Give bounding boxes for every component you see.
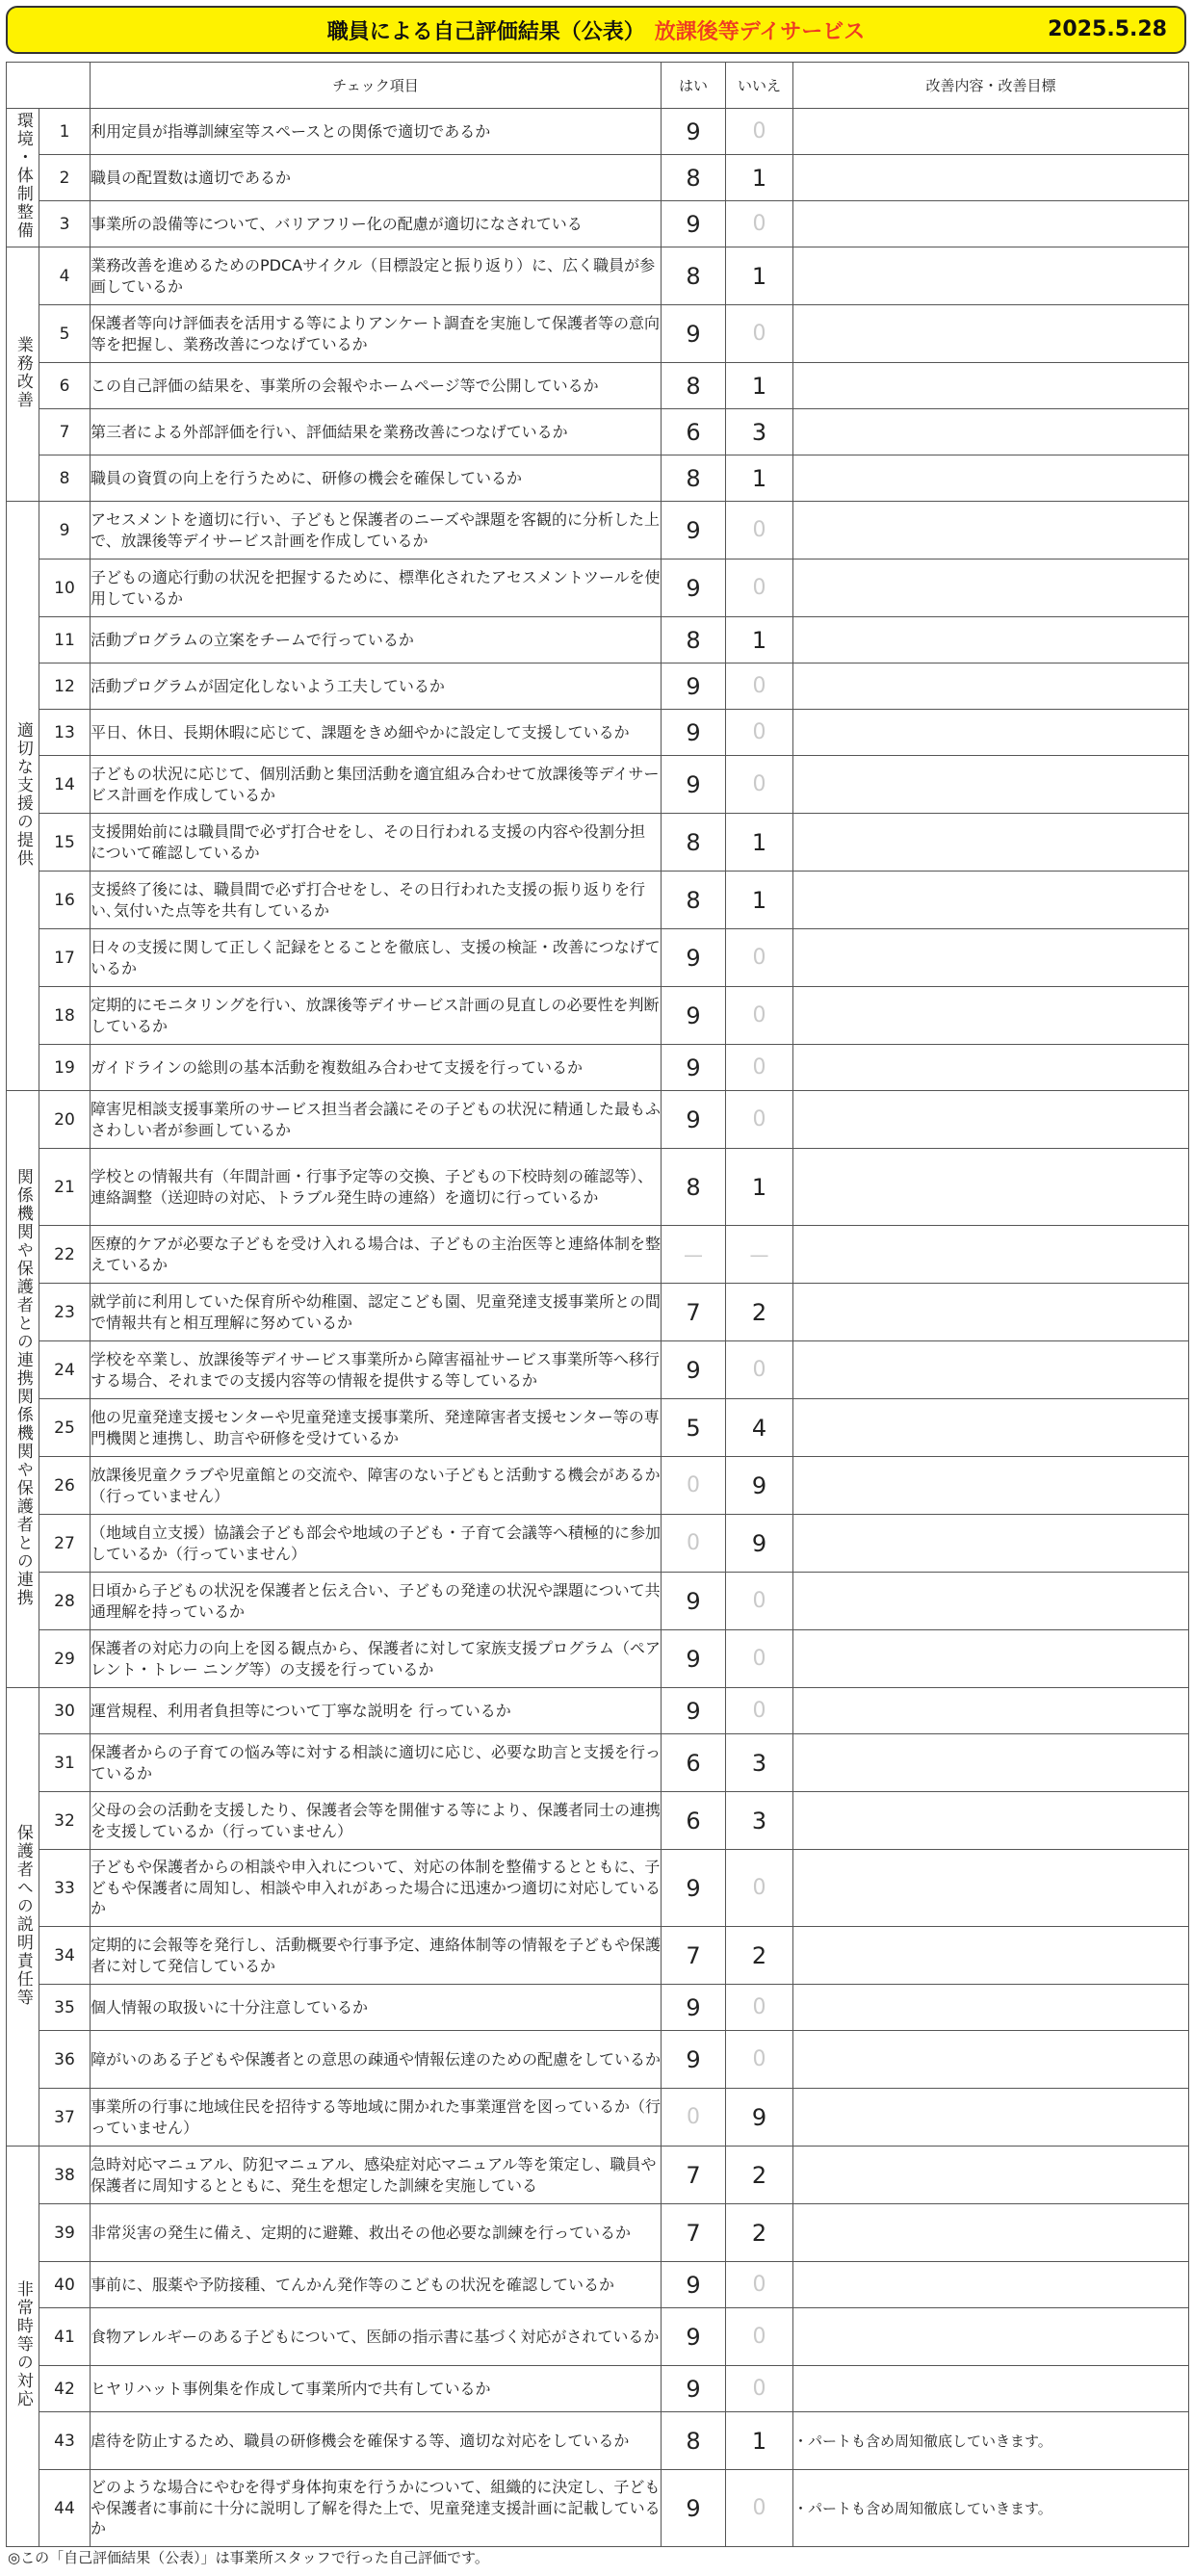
table-row: [7, 2412, 1189, 2470]
check-item-text: この自己評価の結果を、事業所の会報やホームページ等で公開しているか: [91, 363, 662, 409]
yes-count: 9: [662, 201, 726, 247]
page-title: 職員による自己評価結果（公表）: [326, 19, 645, 44]
item-number: 43: [39, 2412, 91, 2470]
no-count: 1: [726, 363, 793, 409]
improvement-note: [793, 2308, 1189, 2366]
improvement-note: [793, 1573, 1189, 1630]
no-count: 0: [726, 2308, 793, 2366]
item-number: 19: [39, 1045, 91, 1091]
check-item-text: 日頃から子どもの状況を保護者と伝え合い、子どもの発達の状況や課題について共通理解を持っているか: [91, 1573, 662, 1630]
no-count: 0: [726, 1045, 793, 1091]
improvement-note: [793, 2031, 1189, 2089]
yes-count: 8: [662, 363, 726, 409]
no-count: 0: [726, 2031, 793, 2089]
check-item-text: 学校を卒業し、放課後等デイサービス事業所から障害福祉サービス事業所等へ移行する場合、それまでの支援内容等の情報を提供する等しているか: [91, 1341, 662, 1399]
no-count: 1: [726, 1149, 793, 1226]
no-count: 4: [726, 1399, 793, 1457]
no-count: 9: [726, 2089, 793, 2147]
report-date: 2025.5.28: [1048, 17, 1167, 41]
improvement-note: [793, 109, 1189, 155]
item-number: 26: [39, 1457, 91, 1515]
table-row: [7, 872, 1189, 929]
improvement-note: [793, 1515, 1189, 1573]
improvement-note: [793, 559, 1189, 617]
improvement-note: [793, 155, 1189, 201]
check-item-text: 就学前に利用していた保育所や幼稚園、認定こども園、児童発達支援事業所との間で情報共有と相互理解に努めているか: [91, 1284, 662, 1341]
table-row: [7, 710, 1189, 756]
yes-count: 8: [662, 155, 726, 201]
yes-count: 7: [662, 1284, 726, 1341]
yes-count: 9: [662, 1688, 726, 1734]
table-row: [7, 109, 1189, 155]
check-item-text: 業務改善を進めるためのPDCAサイクル（目標設定と振り返り）に、広く職員が参画しているか: [91, 247, 662, 305]
no-count: 1: [726, 247, 793, 305]
item-number: 18: [39, 987, 91, 1045]
item-number: 36: [39, 2031, 91, 2089]
header-yes: はい: [662, 63, 726, 109]
no-count: 0: [726, 1573, 793, 1630]
improvement-note: [793, 872, 1189, 929]
item-number: 2: [39, 155, 91, 201]
improvement-note: [793, 363, 1189, 409]
category-label: 関係機関や保護者との連携関係機関や保護者との連携: [13, 1167, 33, 1607]
yes-count: 9: [662, 1573, 726, 1630]
improvement-note: [793, 2089, 1189, 2147]
no-count: 0: [726, 305, 793, 363]
table-row: [7, 2366, 1189, 2412]
improvement-note: [793, 502, 1189, 559]
no-count: 0: [726, 1850, 793, 1927]
yes-count: 9: [662, 987, 726, 1045]
no-count: 0: [726, 201, 793, 247]
improvement-note: [793, 2262, 1189, 2308]
table-row: [7, 502, 1189, 559]
yes-count: 0: [662, 1515, 726, 1573]
table-row: [7, 455, 1189, 502]
yes-count: 6: [662, 1792, 726, 1850]
page-subtitle: 放課後等デイサービス: [654, 19, 866, 44]
check-item-text: 第三者による外部評価を行い、評価結果を業務改善につなげているか: [91, 409, 662, 455]
evaluation-table: [6, 62, 1189, 2547]
item-number: 16: [39, 872, 91, 929]
yes-count: —: [662, 1226, 726, 1284]
no-count: 1: [726, 872, 793, 929]
table-row: [7, 2089, 1189, 2147]
yes-count: 9: [662, 305, 726, 363]
table-row: [7, 1927, 1189, 1985]
yes-count: 5: [662, 1399, 726, 1457]
improvement-note: ・パートも含め周知徹底していきます。: [793, 2412, 1189, 2470]
yes-count: 9: [662, 1850, 726, 1927]
item-number: 29: [39, 1630, 91, 1688]
check-item-text: 父母の会の活動を支援したり、保護者会等を開催する等により、保護者同士の連携を支援しているか（行っていません）: [91, 1792, 662, 1850]
check-item-text: 支援開始前には職員間で必ず打合せをし、その日行われる支援の内容や役割分担について確認しているか: [91, 814, 662, 872]
no-count: 1: [726, 455, 793, 502]
no-count: 2: [726, 2147, 793, 2204]
yes-count: 6: [662, 409, 726, 455]
item-number: 5: [39, 305, 91, 363]
improvement-note: [793, 1927, 1189, 1985]
check-item-text: 日々の支援に関して正しく記録をとることを徹底し、支援の検証・改善につなげているか: [91, 929, 662, 987]
table-row: [7, 1149, 1189, 1226]
item-number: 42: [39, 2366, 91, 2412]
no-count: 3: [726, 1792, 793, 1850]
table-row: [7, 1688, 1189, 1734]
yes-count: 7: [662, 2147, 726, 2204]
table-row: [7, 363, 1189, 409]
item-number: 37: [39, 2089, 91, 2147]
improvement-note: [793, 1792, 1189, 1850]
item-number: 11: [39, 617, 91, 664]
item-number: 40: [39, 2262, 91, 2308]
check-item-text: 障がいのある子どもや保護者との意思の疎通や情報伝達のための配慮をしているか: [91, 2031, 662, 2089]
item-number: 21: [39, 1149, 91, 1226]
table-row: [7, 1341, 1189, 1399]
item-number: 4: [39, 247, 91, 305]
check-item-text: 事業所の行事に地域住民を招待する等地域に開かれた事業運営を図っているか（行っていません）: [91, 2089, 662, 2147]
improvement-note: [793, 1149, 1189, 1226]
table-row: [7, 814, 1189, 872]
item-number: 41: [39, 2308, 91, 2366]
table-row: [7, 2470, 1189, 2547]
category-label: 適切な支援の提供: [13, 720, 33, 868]
no-count: 0: [726, 109, 793, 155]
yes-count: 9: [662, 1985, 726, 2031]
check-item-text: 平日、休日、長期休暇に応じて、課題をきめ細やかに設定して支援しているか: [91, 710, 662, 756]
item-number: 23: [39, 1284, 91, 1341]
no-count: 2: [726, 2204, 793, 2262]
improvement-note: [793, 1457, 1189, 1515]
check-item-text: 保護者からの子育ての悩み等に対する相談に適切に応じ、必要な助言と支援を行っているか: [91, 1734, 662, 1792]
yes-count: 9: [662, 559, 726, 617]
category-cell: [7, 1091, 39, 1688]
no-count: 0: [726, 1341, 793, 1399]
improvement-note: ・パートも含め周知徹底していきます。: [793, 2470, 1189, 2547]
table-row: [7, 2308, 1189, 2366]
table-row: [7, 617, 1189, 664]
yes-count: 9: [662, 929, 726, 987]
check-item-text: ガイドラインの総則の基本活動を複数組み合わせて支援を行っているか: [91, 1045, 662, 1091]
table-row: [7, 2262, 1189, 2308]
table-row: [7, 756, 1189, 814]
improvement-note: [793, 1045, 1189, 1091]
item-number: 34: [39, 1927, 91, 1985]
check-item-text: 放課後児童クラブや児童館との交流や、障害のない子どもと活動する機会があるか（行っていません）: [91, 1457, 662, 1515]
improvement-note: [793, 1284, 1189, 1341]
improvement-note: [793, 2366, 1189, 2412]
check-item-text: 学校との情報共有（年間計画・行事予定等の交換、子どもの下校時刻の確認等）、連絡調整（送迎時の対応、トラブル発生時の連絡）を適切に行っているか: [91, 1149, 662, 1226]
yes-count: 9: [662, 1630, 726, 1688]
improvement-note: [793, 710, 1189, 756]
improvement-note: [793, 814, 1189, 872]
table-row: [7, 664, 1189, 710]
no-count: 2: [726, 1927, 793, 1985]
table-row: [7, 1045, 1189, 1091]
no-count: 0: [726, 1985, 793, 2031]
yes-count: 9: [662, 1091, 726, 1149]
check-item-text: 個人情報の取扱いに十分注意しているか: [91, 1985, 662, 2031]
yes-count: 9: [662, 710, 726, 756]
improvement-note: [793, 409, 1189, 455]
check-item-text: ヒヤリハット事例集を作成して事業所内で共有しているか: [91, 2366, 662, 2412]
item-number: 25: [39, 1399, 91, 1457]
header-improvement: 改善内容・改善目標: [793, 63, 1189, 109]
item-number: 8: [39, 455, 91, 502]
item-number: 44: [39, 2470, 91, 2547]
table-row: [7, 1091, 1189, 1149]
yes-count: 9: [662, 1045, 726, 1091]
improvement-note: [793, 1341, 1189, 1399]
no-count: 0: [726, 710, 793, 756]
table-body: [7, 109, 1189, 2547]
yes-count: 7: [662, 2204, 726, 2262]
table-row: [7, 155, 1189, 201]
item-number: 28: [39, 1573, 91, 1630]
check-item-text: 職員の配置数は適切であるか: [91, 155, 662, 201]
improvement-note: [793, 2147, 1189, 2204]
yes-count: 6: [662, 1734, 726, 1792]
table-row: [7, 201, 1189, 247]
yes-count: 8: [662, 2412, 726, 2470]
table-row: [7, 1399, 1189, 1457]
item-number: 32: [39, 1792, 91, 1850]
check-item-text: 子どもの状況に応じて、個別活動と集団活動を適宜組み合わせて放課後等デイサービス計画を作成しているか: [91, 756, 662, 814]
no-count: 0: [726, 756, 793, 814]
footnote: ◎この「自己評価結果（公表）」は事業所スタッフで行った自己評価です。: [8, 2549, 489, 2566]
no-count: 2: [726, 1284, 793, 1341]
table-header-row: [7, 63, 1189, 109]
yes-count: 7: [662, 1927, 726, 1985]
yes-count: 9: [662, 2031, 726, 2089]
improvement-note: [793, 201, 1189, 247]
yes-count: 9: [662, 664, 726, 710]
table-row: [7, 1792, 1189, 1850]
header-blank-cell: [7, 63, 91, 109]
improvement-note: [793, 1399, 1189, 1457]
table-row: [7, 2031, 1189, 2089]
check-item-text: 事前に、服薬や予防接種、てんかん発作等のこどもの状況を確認しているか: [91, 2262, 662, 2308]
check-item-text: 支援終了後には、職員間で必ず打合せをし、その日行われた支援の振り返りを行い､気付いた点等を共有しているか: [91, 872, 662, 929]
check-item-text: 保護者等向け評価表を活用する等によりアンケート調査を実施して保護者等の意向等を把握し、業務改善につなげているか: [91, 305, 662, 363]
item-number: 35: [39, 1985, 91, 2031]
title-bar: [6, 6, 1186, 54]
check-item-text: 定期的に会報等を発行し、活動概要や行事予定、連絡体制等の情報を子どもや保護者に対して発信しているか: [91, 1927, 662, 1985]
improvement-note: [793, 1091, 1189, 1149]
item-number: 14: [39, 756, 91, 814]
yes-count: 8: [662, 455, 726, 502]
yes-count: 9: [662, 756, 726, 814]
item-number: 24: [39, 1341, 91, 1399]
no-count: 3: [726, 1734, 793, 1792]
table-row: [7, 1734, 1189, 1792]
check-item-text: 利用定員が指導訓練室等スペースとの関係で適切であるか: [91, 109, 662, 155]
table-row: [7, 929, 1189, 987]
yes-count: 9: [662, 2470, 726, 2547]
yes-count: 9: [662, 1341, 726, 1399]
item-number: 33: [39, 1850, 91, 1927]
item-number: 30: [39, 1688, 91, 1734]
check-item-text: 障害児相談支援事業所のサービス担当者会議にその子どもの状況に精通した最もふさわしい者が参画しているか: [91, 1091, 662, 1149]
no-count: 1: [726, 814, 793, 872]
no-count: 0: [726, 1091, 793, 1149]
table-row: [7, 247, 1189, 305]
yes-count: 9: [662, 2366, 726, 2412]
yes-count: 8: [662, 1149, 726, 1226]
improvement-note: [793, 617, 1189, 664]
check-item-text: 非常災害の発生に備え、定期的に避難、救出その他必要な訓練を行っているか: [91, 2204, 662, 2262]
category-cell: [7, 502, 39, 1091]
item-number: 10: [39, 559, 91, 617]
improvement-note: [793, 1630, 1189, 1688]
improvement-note: [793, 1850, 1189, 1927]
improvement-note: [793, 1985, 1189, 2031]
no-count: 0: [726, 2470, 793, 2547]
check-item-text: 虐待を防止するため、職員の研修機会を確保する等、適切な対応をしているか: [91, 2412, 662, 2470]
no-count: 0: [726, 502, 793, 559]
item-number: 13: [39, 710, 91, 756]
no-count: 0: [726, 2366, 793, 2412]
improvement-note: [793, 247, 1189, 305]
check-item-text: 定期的にモニタリングを行い、放課後等デイサービス計画の見直しの必要性を判断しているか: [91, 987, 662, 1045]
improvement-note: [793, 2204, 1189, 2262]
check-item-text: 事業所の設備等について、バリアフリー化の配慮が適切になされている: [91, 201, 662, 247]
table-row: [7, 1515, 1189, 1573]
no-count: 1: [726, 617, 793, 664]
no-count: 1: [726, 2412, 793, 2470]
check-item-text: 活動プログラムが固定化しないよう工夫しているか: [91, 664, 662, 710]
item-number: 12: [39, 664, 91, 710]
category-cell: [7, 109, 39, 247]
improvement-note: [793, 305, 1189, 363]
header-no: いいえ: [726, 63, 793, 109]
check-item-text: 子どもや保護者からの相談や申入れについて、対応の体制を整備するとともに、子どもや保護者に周知し、相談や申入れがあった場合に迅速かつ適切に対応しているか: [91, 1850, 662, 1927]
yes-count: 8: [662, 872, 726, 929]
no-count: 3: [726, 409, 793, 455]
improvement-note: [793, 1734, 1189, 1792]
yes-count: 0: [662, 2089, 726, 2147]
no-count: 0: [726, 929, 793, 987]
table-row: [7, 305, 1189, 363]
no-count: 0: [726, 664, 793, 710]
item-number: 27: [39, 1515, 91, 1573]
item-number: 17: [39, 929, 91, 987]
item-number: 3: [39, 201, 91, 247]
yes-count: 9: [662, 2262, 726, 2308]
table-row: [7, 1630, 1189, 1688]
yes-count: 9: [662, 2308, 726, 2366]
item-number: 39: [39, 2204, 91, 2262]
item-number: 15: [39, 814, 91, 872]
yes-count: 8: [662, 247, 726, 305]
check-item-text: 運営規程、利用者負担等について丁寧な説明を 行っているか: [91, 1688, 662, 1734]
improvement-note: [793, 929, 1189, 987]
table-row: [7, 1985, 1189, 2031]
item-number: 31: [39, 1734, 91, 1792]
improvement-note: [793, 664, 1189, 710]
table-row: [7, 1850, 1189, 1927]
table-row: [7, 1457, 1189, 1515]
check-item-text: 他の児童発達支援センターや児童発達支援事業所、発達障害者支援センター等の専門機関と連携し、助言や研修を受けているか: [91, 1399, 662, 1457]
yes-count: 0: [662, 1457, 726, 1515]
table-row: [7, 1284, 1189, 1341]
item-number: 1: [39, 109, 91, 155]
improvement-note: [793, 1226, 1189, 1284]
improvement-note: [793, 1688, 1189, 1734]
category-label: 非常時等の対応: [13, 2280, 33, 2408]
improvement-note: [793, 455, 1189, 502]
category-cell: [7, 1688, 39, 2147]
table-row: [7, 987, 1189, 1045]
improvement-note: [793, 987, 1189, 1045]
item-number: 22: [39, 1226, 91, 1284]
no-count: 1: [726, 155, 793, 201]
check-item-text: 活動プログラムの立案をチームで行っているか: [91, 617, 662, 664]
item-number: 9: [39, 502, 91, 559]
table-row: [7, 1226, 1189, 1284]
item-number: 7: [39, 409, 91, 455]
check-item-text: 職員の資質の向上を行うために、研修の機会を確保しているか: [91, 455, 662, 502]
check-item-text: 医療的ケアが必要な子どもを受け入れる場合は、子どもの主治医等と連絡体制を整えているか: [91, 1226, 662, 1284]
no-count: 0: [726, 987, 793, 1045]
table-row: [7, 409, 1189, 455]
no-count: 0: [726, 2262, 793, 2308]
yes-count: 8: [662, 617, 726, 664]
no-count: —: [726, 1226, 793, 1284]
header-check-item: チェック項目: [91, 63, 662, 109]
table-row: [7, 2147, 1189, 2204]
table-row: [7, 1573, 1189, 1630]
category-label: 環境・体制整備: [13, 112, 33, 240]
yes-count: 9: [662, 502, 726, 559]
item-number: 38: [39, 2147, 91, 2204]
category-label: 保護者への説明責任等: [13, 1823, 33, 2007]
check-item-text: （地域自立支援）協議会子ども部会や地域の子ども・子育て会議等へ積極的に参加しているか（行っていません）: [91, 1515, 662, 1573]
improvement-note: [793, 756, 1189, 814]
yes-count: 8: [662, 814, 726, 872]
category-cell: [7, 2147, 39, 2547]
no-count: 0: [726, 559, 793, 617]
category-cell: [7, 247, 39, 502]
check-item-text: 子どもの適応行動の状況を把握するために、標準化されたアセスメントツールを使用しているか: [91, 559, 662, 617]
item-number: 20: [39, 1091, 91, 1149]
check-item-text: アセスメントを適切に行い、子どもと保護者のニーズや課題を客観的に分析した上で、放課後等デイサービス計画を作成しているか: [91, 502, 662, 559]
check-item-text: 急時対応マニュアル、防犯マニュアル、感染症対応マニュアル等を策定し、職員や保護者に周知するとともに、発生を想定した訓練を実施している: [91, 2147, 662, 2204]
no-count: 0: [726, 1630, 793, 1688]
item-number: 6: [39, 363, 91, 409]
category-label: 業務改善: [13, 335, 33, 409]
check-item-text: 保護者の対応力の向上を図る観点から、保護者に対して家族支援プログラム（ペアレント・トレー ニング等）の支援を行っているか: [91, 1630, 662, 1688]
check-item-text: どのような場合にやむを得ず身体拘束を行うかについて、組織的に決定し、子どもや保護者に事前に十分に説明し了解を得た上で、児童発達支援計画に記載しているか: [91, 2470, 662, 2547]
table-row: [7, 559, 1189, 617]
no-count: 0: [726, 1688, 793, 1734]
table-row: [7, 2204, 1189, 2262]
no-count: 9: [726, 1515, 793, 1573]
yes-count: 9: [662, 109, 726, 155]
no-count: 9: [726, 1457, 793, 1515]
check-item-text: 食物アレルギーのある子どもについて、医師の指示書に基づく対応がされているか: [91, 2308, 662, 2366]
